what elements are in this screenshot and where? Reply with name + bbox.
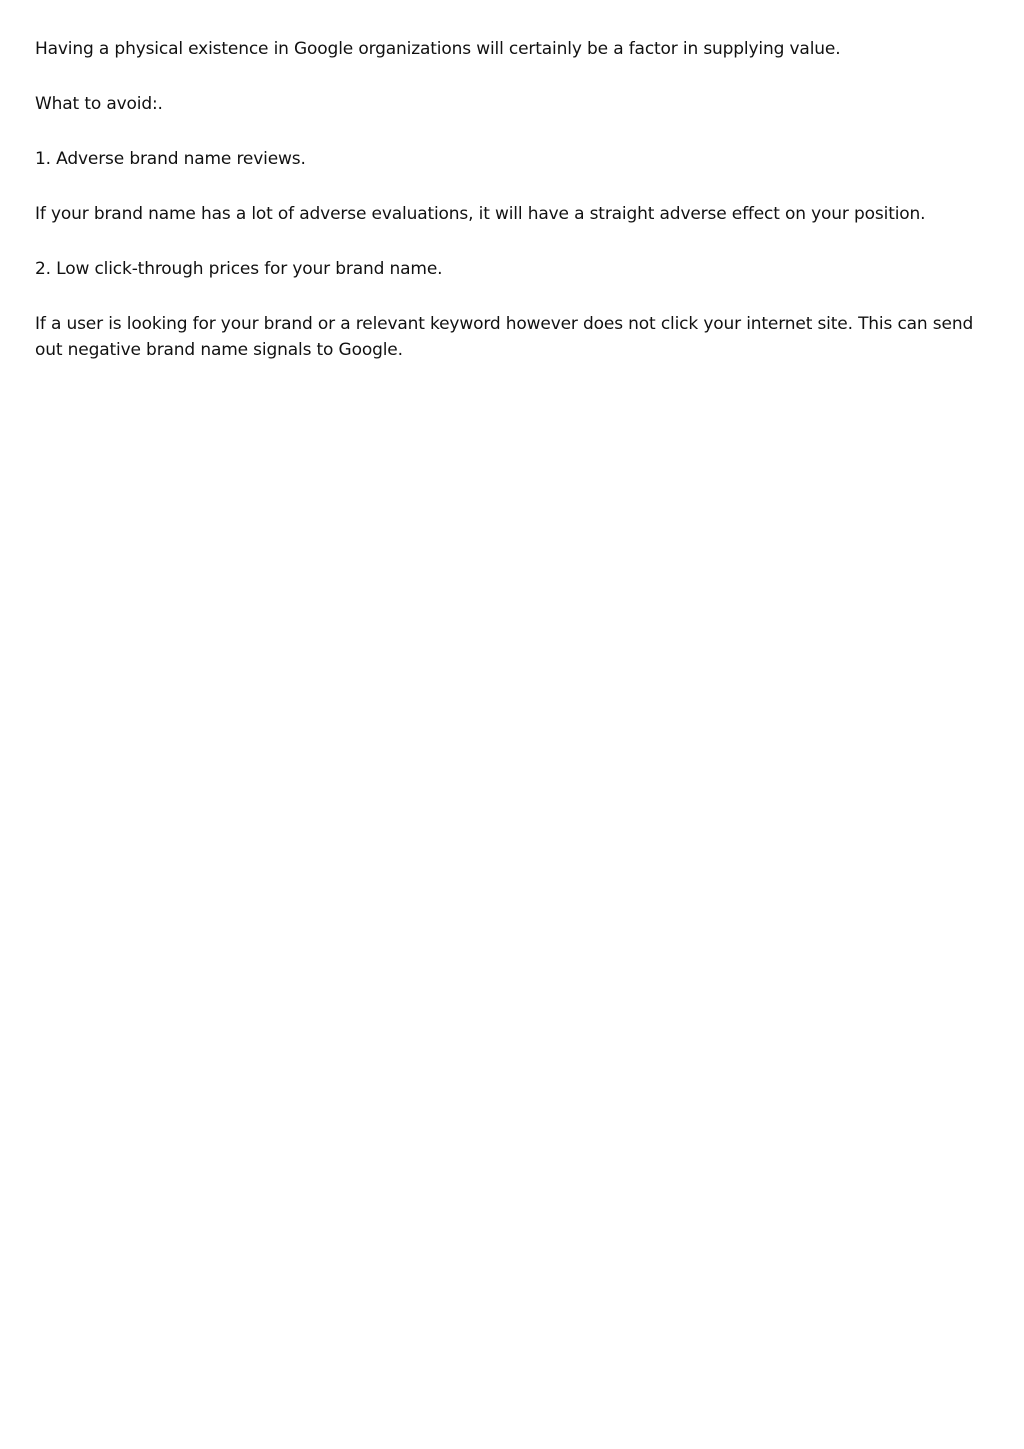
document-body <box>35 36 980 392</box>
list-item-low-click-through: 2. Low click-through prices for your brand name. <box>35 259 443 279</box>
paragraph-adverse-evaluations: If your brand name has a lot of adverse evaluations, it will have a straight adverse effect on your position. <box>35 204 926 224</box>
paragraph-user-search: If a user is looking for your brand or a relevant keyword however does not click your internet site. This can send out negative brand name signals to Google. <box>35 314 974 360</box>
paragraph-physical-existence: Having a physical existence in Google organizations will certainly be a factor in supplying value. <box>35 39 841 59</box>
paragraph-what-to-avoid: What to avoid:. <box>35 94 163 114</box>
list-item-adverse-reviews: 1. Adverse brand name reviews. <box>35 149 306 169</box>
